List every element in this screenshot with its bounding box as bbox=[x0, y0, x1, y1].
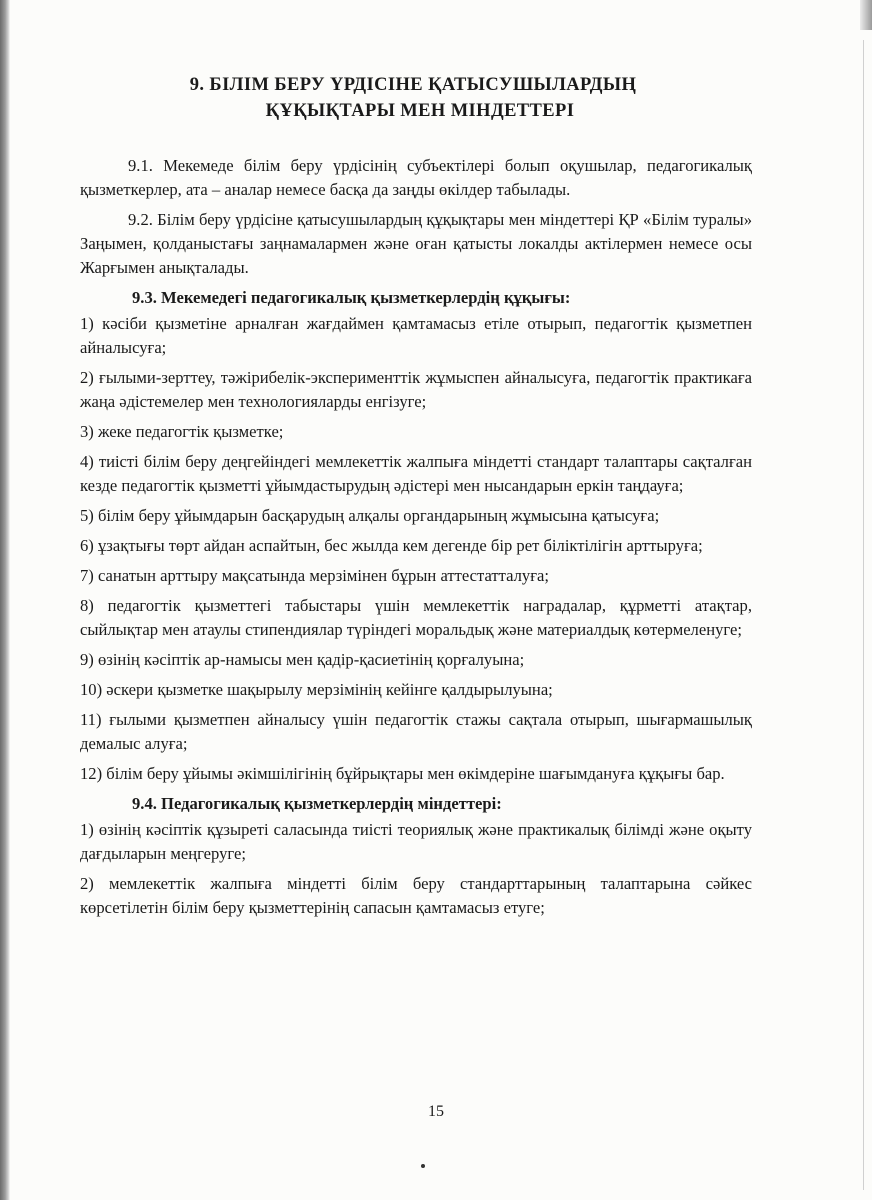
list-item: 7) санатын арттыру мақсатында мерзімінен бұрын аттестатталуға; bbox=[80, 566, 550, 585]
page-number: 15 bbox=[428, 1103, 444, 1120]
list-item: 1) кәсіби қызметіне арналған жағдаймен қамтамасыз етіле отырып, педагогтік қызметпен айналысуға; bbox=[80, 314, 752, 357]
list-item: 11) ғылыми қызметпен айналысу үшін педагогтік стажы сақтала отырып, шығармашылық демалыс алуға; bbox=[80, 710, 752, 753]
document-page bbox=[80, 72, 752, 926]
list-item: 2) ғылыми-зерттеу, тәжірибелік-эксперименттік жұмыспен айналысуға, педагогтік практикаға жаңа әдістемелер мен технологияларды енгізуге; bbox=[80, 368, 752, 411]
list-item: 4) тиісті білім беру деңгейіндегі мемлекеттік жалпыға міндетті стандарт талаптары сақталған кезде педагогтік қызметті ұйымдастырудың әдістері мен нысандарын еркін таңдауға; bbox=[80, 452, 752, 495]
list-item: 2) мемлекеттік жалпыға міндетті білім беру стандарттарының талаптарына сәйкес көрсетілетін білім беру қызметтерінің сапасын қамтамасыз етуге; bbox=[80, 874, 752, 917]
list-item: 3) жеке педагогтік қызметке; bbox=[80, 422, 284, 441]
scan-speck bbox=[421, 1164, 425, 1168]
list-item: 6) ұзақтығы төрт айдан аспайтын, бес жылда кем дегенде бір рет біліктілігін арттыруға; bbox=[80, 536, 703, 555]
section-title-line-2: ҚҰҚЫҚТАРЫ МЕН МІНДЕТТЕРІ bbox=[265, 101, 575, 121]
list-item: 8) педагогтік қызметтегі табыстары үшін мемлекеттік наградалар, құрметті атақтар, сыйлықтар мен атаулы стипендиялар түріндегі моральдық және материалдық көтермеленуге; bbox=[80, 596, 752, 639]
scan-right-edge bbox=[863, 40, 864, 1190]
scan-corner-shadow bbox=[860, 0, 872, 30]
paragraph-9-2: 9.2. Білім беру үрдісіне қатысушылардың құқықтары мен міндеттері ҚР «Білім туралы» Заңымен, қолданыстағы заңнамалармен және оған қатысты локалды актілермен немесе осы Жарғымен анықталады. bbox=[80, 210, 752, 277]
list-item: 10) әскери қызметке шақырылу мерзімінің кейінге қалдырылуына; bbox=[80, 680, 553, 699]
heading-9-3: 9.3. Мекемедегі педагогикалық қызметкерлердің құқығы: bbox=[132, 288, 571, 307]
list-item: 1) өзінің кәсіптік құзыреті саласында тиісті теориялық және практикалық білімді және оқыту дағдыларын меңгеруге; bbox=[80, 820, 752, 863]
list-item: 5) білім беру ұйымдарын басқарудың алқалы органдарының жұмысына қатысуға; bbox=[80, 506, 660, 525]
section-title-line-1: 9. БІЛІМ БЕРУ ҮРДІСІНЕ ҚАТЫСУШЫЛАРДЫҢ bbox=[189, 75, 637, 95]
list-item: 12) білім беру ұйымы әкімшілігінің бұйрықтары мен өкімдеріне шағымдануға құқығы бар. bbox=[80, 764, 725, 783]
paragraph-9-1: 9.1. Мекемеде білім беру үрдісінің субъектілері болып оқушылар, педагогикалық қызметкерлер, ата – аналар немесе басқа да заңды өкілдер табылады. bbox=[80, 156, 752, 199]
section-title bbox=[80, 72, 752, 124]
heading-9-4: 9.4. Педагогикалық қызметкерлердің міндеттері: bbox=[132, 794, 502, 813]
list-item: 9) өзінің кәсіптік ар-намысы мен қадір-қасиетінің қорғалуына; bbox=[80, 650, 525, 669]
scan-left-edge bbox=[0, 0, 10, 1200]
